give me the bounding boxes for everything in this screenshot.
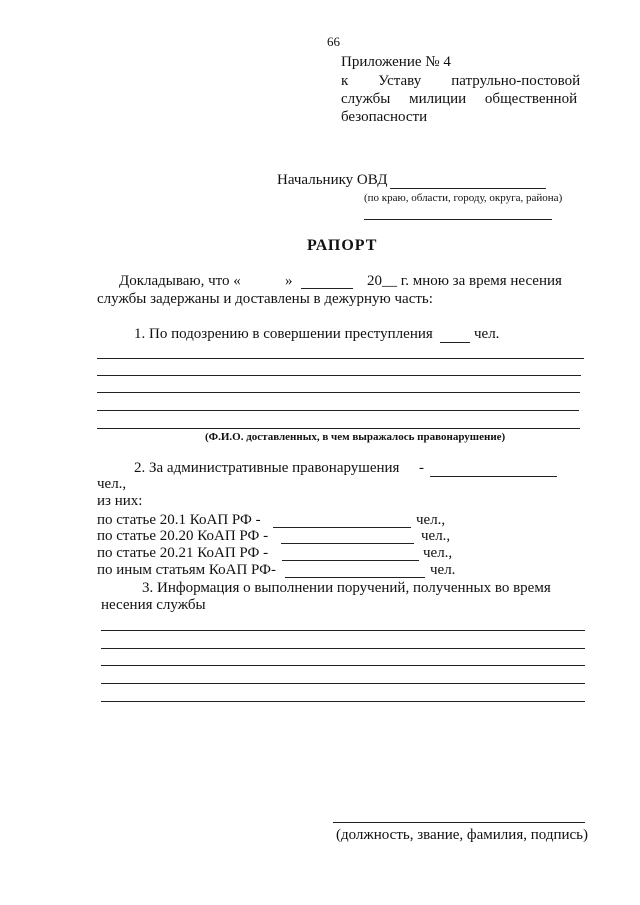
section2-row-label: по статье 20.1 КоАП РФ - — [97, 512, 261, 528]
section2-dash: - — [419, 460, 424, 476]
addressee-line — [390, 188, 546, 189]
section2-row-unit: чел., — [416, 512, 446, 528]
section2-of-them: из них: — [97, 493, 143, 509]
intro-part-b: » — [285, 273, 293, 289]
section2-row-unit: чел. — [430, 562, 456, 578]
section1-line — [97, 392, 580, 393]
appendix-line-1: к Уставу патрульно-постовой — [341, 73, 581, 89]
intro-part-c: 20__ г. мною за время несения — [367, 273, 562, 289]
section2-row-unit: чел., — [423, 545, 453, 561]
section1-line — [97, 358, 584, 359]
appendix-line-3: безопасности — [341, 109, 428, 125]
section3-heading: 3. Информация о выполнении поручений, полученных во время — [142, 580, 551, 596]
section2-row-label: по статье 20.20 КоАП РФ - — [97, 528, 269, 544]
section1-line — [97, 428, 580, 429]
section3-line — [101, 665, 585, 666]
section3-line — [101, 683, 585, 684]
section3-line-2: несения службы — [101, 597, 206, 613]
section2-unit: чел., — [97, 476, 127, 492]
section3-line — [101, 648, 585, 649]
section2-heading: 2. За административные правонарушения — [134, 460, 400, 476]
section2-row-label: по статье 20.21 КоАП РФ - — [97, 545, 269, 561]
section2-row-blank — [282, 560, 419, 561]
page-number: 66 — [327, 34, 340, 49]
section3-line — [101, 701, 585, 702]
section1-text: 1. По подозрению в совершении преступления — [134, 326, 433, 342]
addressee-line-2 — [364, 219, 552, 220]
section1-unit: чел. — [474, 326, 500, 342]
addressee-caption: (по краю, области, городу, округа, района) — [364, 192, 563, 204]
section1-count-blank — [440, 342, 470, 343]
section2-count-blank — [430, 476, 557, 477]
section2-row-blank — [285, 577, 425, 578]
section1-line — [97, 410, 579, 411]
intro-month-blank — [301, 288, 353, 289]
intro-line-2: службы задержаны и доставлены в дежурную часть: — [97, 291, 433, 307]
addressee-label: Начальнику ОВД — [277, 172, 388, 188]
section2-row-blank — [281, 543, 414, 544]
appendix-line-2: службы милиции общественной — [341, 91, 578, 107]
section1-line — [97, 375, 581, 376]
signature-line — [333, 822, 585, 823]
section1-caption: (Ф.И.О. доставленных, в чем выражалось правонарушение) — [205, 431, 506, 443]
section2-row-unit: чел., — [421, 528, 451, 544]
intro-part-a: Докладываю, что « — [119, 273, 241, 289]
section2-row-label: по иным статьям КоАП РФ- — [97, 562, 276, 578]
appendix-title: Приложение № 4 — [341, 54, 451, 70]
section2-row-blank — [273, 527, 411, 528]
report-title: РАПОРТ — [307, 237, 378, 254]
section3-line — [101, 630, 585, 631]
signature-caption: (должность, звание, фамилия, подпись) — [336, 827, 588, 843]
